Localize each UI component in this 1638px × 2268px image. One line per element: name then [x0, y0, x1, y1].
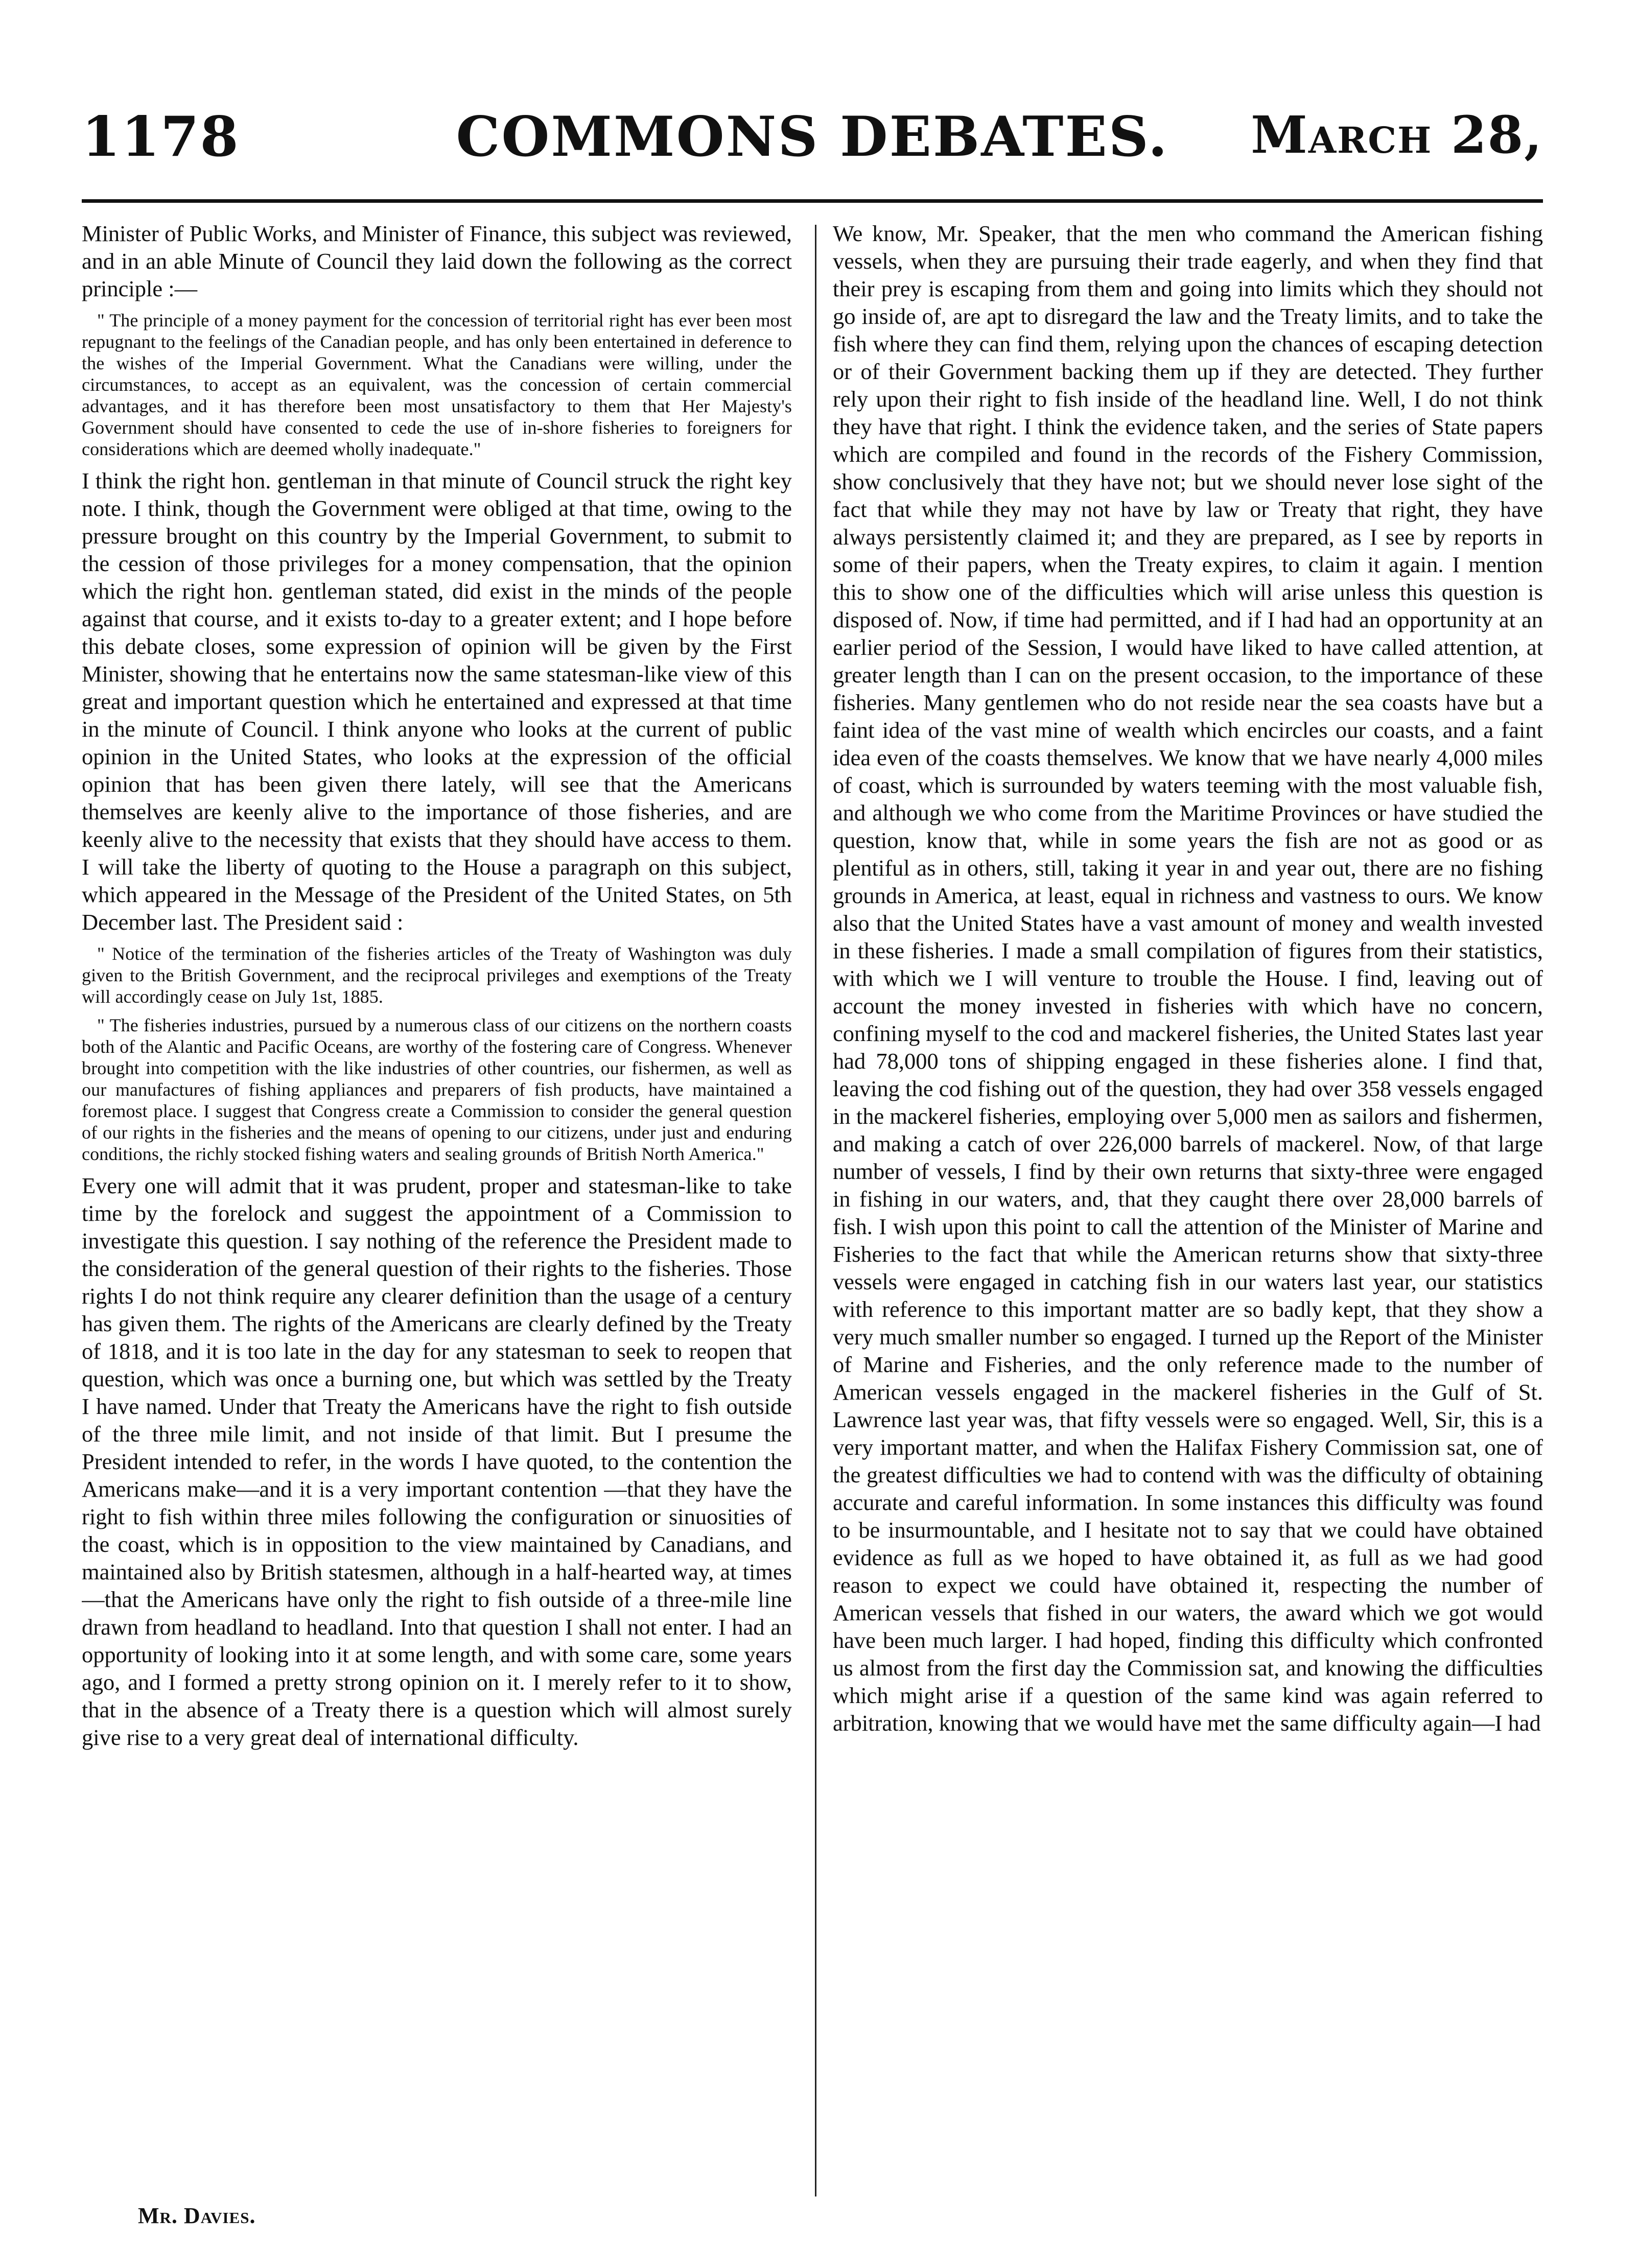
quoted-message: " The fisheries industries, pursued by a numerous class of our citizens on the northern coasts both of the Alantic and Pacific Oceans, are worthy of the fostering care of Congress. Whenever brought into competition with the like industries of other countries, our fishermen, as well as our manufactures of fishing appliances and preparers of fish products, have maintained a foremost place. I suggest that Congress create a Commission to consider the general question of our rights in the fisheries and the means of opening to our citizens, under just and enduring conditions, the richly stocked fishing waters and sealing grounds of British North America."	[82, 1015, 792, 1164]
right-column	[833, 220, 1543, 2202]
header-rule	[82, 199, 1543, 203]
paragraph: I think the right hon. gentleman in that minute of Council struck the right key note. I think, though the Government were obliged at that time, owing to the pressure brought on this country by the Imperial Government, to submit to the cession of those privileges for a money compensation, that the opinion which the right hon. gentleman stated, did exist in the minds of the people against that course, and it exists to-day to a greater extent; and I hope before this debate closes, some expression of opinion will be given by the First Minister, showing that he entertains now the same statesman-like view of this great and important question which he entertained and expressed at that time in the minute of Council. I think anyone who looks at the current of public opinion in the United States, who looks at the expression of the official opinion that has been given there lately, will see that the Americans themselves are keenly alive to the importance of those fisheries, and are keenly alive to the necessity that exists that they should have access to them. I will take the liberty of quoting to the House a paragraph on this subject, which appeared in the Message of the President of the United States, on 5th December last. The President said :	[82, 468, 792, 935]
page-header	[82, 105, 1543, 181]
quoted-minute: " The principle of a money payment for the concession of territorial right has ever been most repugnant to the feelings of the Canadian people, and has only been entertained in deference to the wishes of the Imperial Government. What the Canadians were willing, under the circumstances, to accept as an equivalent, was the concession of certain commercial advantages, and it has therefore been most unsatisfactory to them that Her Majesty's Government should have consented to cede the use of in-shore fisheries to foreigners for considerations which are deemed wholly inadequate."	[82, 310, 792, 459]
quoted-message: " Notice of the termination of the fisheries articles of the Treaty of Washington was duly given to the British Government, and the reciprocal privileges and exemptions of the Treaty will accordingly cease on July 1st, 1885.	[82, 943, 792, 1007]
page-title: COMMONS DEBATES.	[456, 105, 1169, 169]
paragraph: Minister of Public Works, and Minister of Finance, this subject was reviewed, and in an able Minute of Council they laid down the following as the correct principle :—	[82, 221, 792, 301]
left-column	[82, 220, 792, 2202]
paragraph: Every one will admit that it was prudent, proper and statesman-like to take time by the forelock and suggest the appointment of a Commission to investigate this question. I say nothing of the reference the President made to the consideration of the general question of their rights to the fisheries. Those rights I do not think require any clearer definition than the usage of a century has given them. The rights of the Americans are clearly defined by the Treaty of 1818, and it is too late in the day for any statesman to seek to reopen that question, which was once a burning one, but which was settled by the Treaty I have named. Under that Treaty the Americans have the right to fish outside of the three mile limit, and not inside of that limit. But I presume the President intended to refer, in the words I have quoted, to the contention the Americans make—and it is a very important contention —that they have the right to fish within three miles following the configuration or sinuosities of the coast, which is in opposition to the view maintained by Canadians, and maintained also by British statesmen, although in a half-hearted way, at times—that the Americans have only the right to fish outside of a three-mile line drawn from headland to headland. Into that question I shall not enter. I had an opportunity of looking into it at some length, and with some care, some years ago, and I formed a pretty strong opinion on it. I merely refer to it to show, that in the absence of a Treaty there is a question which will almost surely give rise to a very great deal of international difficulty.	[82, 1173, 792, 1750]
column-divider	[815, 225, 816, 2196]
speaker-name: Mr. Davies.	[138, 2203, 256, 2228]
paragraph: We know, Mr. Speaker, that the men who command the American fishing vessels, when they are pursuing their trade eagerly, and when they find that their prey is escaping from them and going into limits which they should not go inside of, are apt to disregard the law and the Treaty limits, and to take the fish where they can find them, relying upon the chances of escaping detection or of their Government backing them up if they are detected. They further rely upon their right to fish inside of the headland line. Well, I do not think they have that right. I think the evidence taken, and the series of State papers which are compiled and found in the records of the Fishery Commission, show conclusively that they have not; but we should never lose sight of the fact that while they may not have by law or Treaty that right, they have always persistently claimed it; and they are prepared, as I see by reports in some of their papers, when the Treaty expires, to claim it again. I mention this to show one of the difficulties which will arise unless this question is disposed of. Now, if time had permitted, and if I had had an opportunity at an earlier period of the Session, I would have liked to have called attention, at greater length than I can on the present occasion, to the importance of these fisheries. Many gentlemen who do not reside near the sea coasts have but a faint idea of the vast mine of wealth which encircles our coasts, and a faint idea even of the coasts themselves. We know that we have nearly 4,000 miles of coast, which is surrounded by waters teeming with the most valuable fish, and although we who come from the Maritime Provinces or have studied the question, know that, while in some years the fish are not as good or as plentiful as in others, still, taking it year in and year out, there are no fishing grounds in America, at least, equal in richness and vastness to ours. We know also that the United States have a vast amount of money and wealth invested in these fisheries. I made a small compilation of figures from their statistics, with which we I will venture to trouble the House. I find, leaving out of account the money invested in fisheries with which have no concern, confining myself to the cod and mackerel fisheries, the United States last year had 78,000 tons of shipping engaged in these fisheries alone. I find that, leaving the cod fishing out of the question, they had over 358 vessels engaged in the mackerel fisheries, employing over 5,000 men as sailors and fishermen, and making a catch of over 226,000 barrels of mackerel. Now, of that large number of vessels, I find by their own returns that sixty-three were engaged in fishing in our waters, and, that they caught there over 28,000 barrels of fish. I wish upon this point to call the attention of the Minister of Marine and Fisheries to the fact that while the American returns show that sixty-three vessels were engaged in catching fish in our waters last year, our statistics with reference to this important matter are so badly kept, that they show a very much smaller number so engaged. I turned up the Report of the Minister of Marine and Fisheries, and the only reference made to the number of American vessels engaged in the mackerel fisheries in the Gulf of St. Lawrence last year was, that fifty vessels were so engaged. Well, Sir, this is a very important matter, and when the Halifax Fishery Commission sat, one of the greatest difficulties we had to contend with was the difficulty of obtaining accurate and careful information. In some instances this difficulty was found to be insurmountable, and I hesitate not to say that we could have obtained evidence as full as we hoped to have obtained it, as full as we had good reason to expect we could have obtained it, respecting the number of American vessels that fished in our waters, the award which we got would have been much larger. I had hoped, finding this difficulty which confronted us almost from the first day the Commission sat, and knowing the difficulties which might arise if a question of the same kind was again referred to arbitration, knowing that we would have met the same difficulty again—I had	[833, 221, 1543, 1736]
page-date: March 28,	[1251, 105, 1543, 165]
page-number: 1178	[82, 105, 240, 169]
